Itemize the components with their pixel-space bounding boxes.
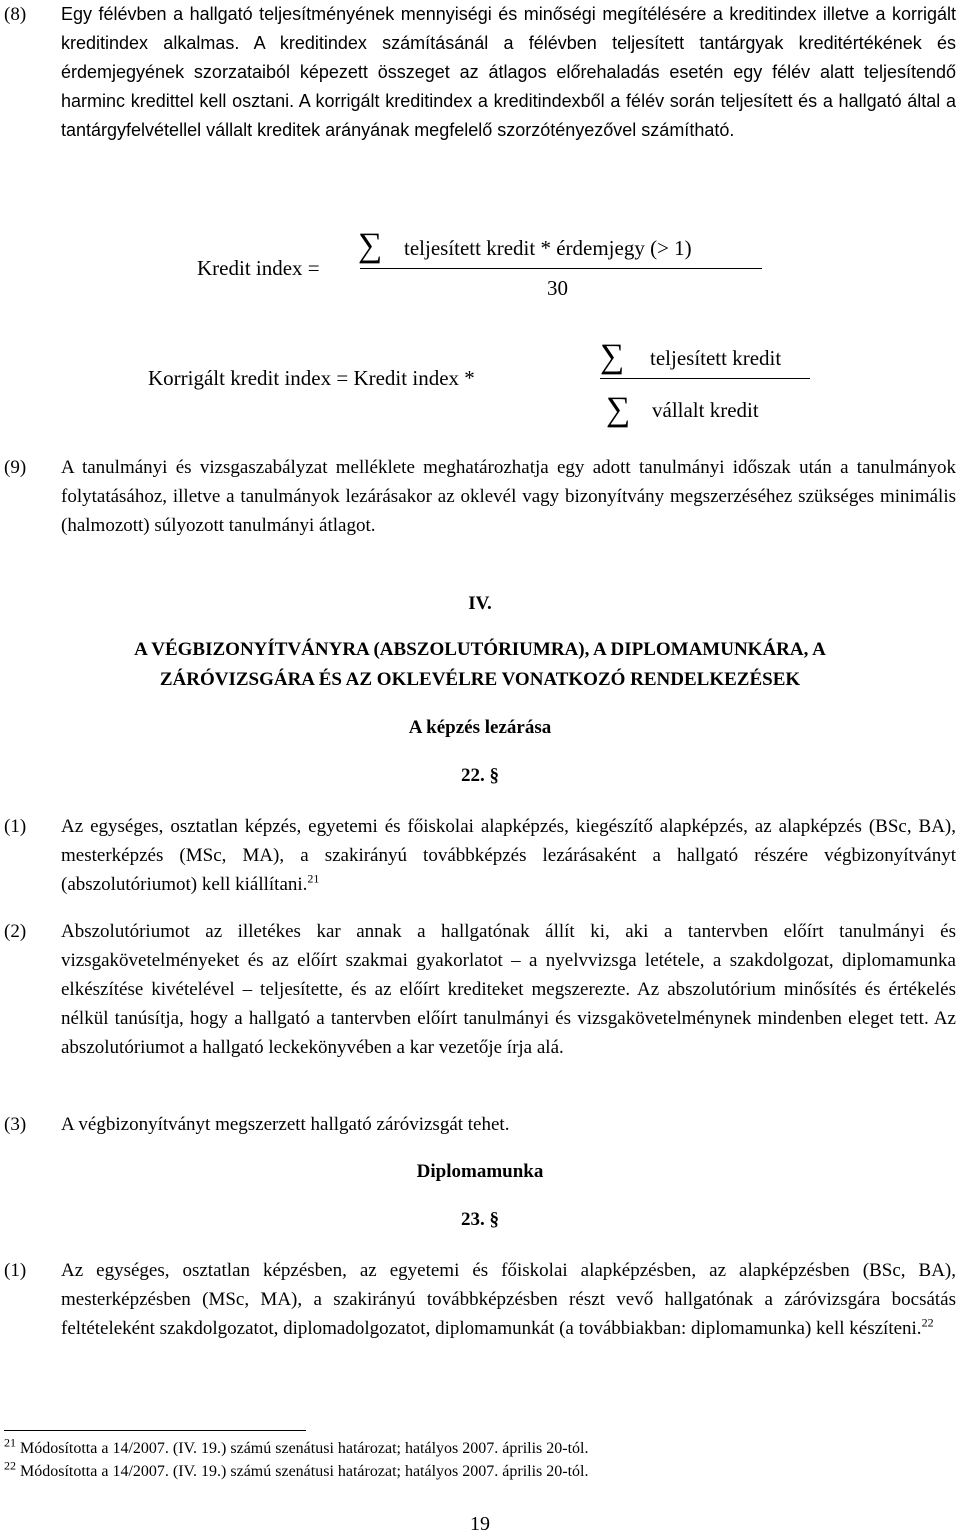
paragraph-22-1: [61, 812, 956, 899]
formula1-denominator: 30: [547, 276, 568, 300]
chapter-number: IV.: [468, 593, 492, 614]
footnote-ref-21: 21: [307, 871, 320, 886]
footnote-22-marker: 22: [4, 1458, 16, 1473]
page-number: 19: [470, 1513, 490, 1535]
section-23-number: 23. §: [461, 1209, 499, 1230]
paragraph-number-22-1: (1): [4, 816, 27, 837]
paragraph-9-text: A tanulmányi és vizsgaszabályzat melléklete meghatározhatja egy adott tanulmányi időszak után a tanulmányok folytatásához, illetve a tanulmányok lezárásakor az oklevél vagy bizonyítvány megszerzéséhez szükséges minimális (halmozott) súlyozott tanulmányi átlagot.: [61, 457, 956, 536]
paragraph-22-1-text: Az egységes, osztatlan képzés, egyetemi és főiskolai alapképzés, kiegészítő alapképzés, az alapképzés (BSc, BA), mesterképzés (MSc, MA), a szakirányú továbbképzés lezárásaként a hallgató részére végbizonyítványt (abszolutóriumot) kell kiállítani.: [61, 816, 956, 895]
paragraph-22-2-text: Abszolutóriumot az illetékes kar annak a hallgatónak állít ki, aki a tantervben előírt tanulmányi és vizsgakövetelményeket és az előírt szakmai gyakorlatot – a nyelvvizsga letétele, a szakdolgozat, diplomamunka elkészítése kivételével – teljesítette, és az előírt krediteket megszerezte. Az abszolutórium minősítés és értékelés nélkül tanúsítja, hogy a hallgató a tantervben előírt tanulmányi és vizsgakövetelménynek mindenben eleget tett. Az abszolutóriumot a hallgató leckekönyvében a kar vezetője írja alá.: [61, 921, 956, 1058]
section-22-heading: A képzés lezárása: [408, 717, 552, 738]
paragraph-number-9: (9): [4, 457, 27, 478]
formula2-denominator-sigma: ∑: [606, 391, 631, 428]
formula2-numerator-sigma: ∑: [600, 338, 625, 375]
formula2-fraction-bar: [600, 378, 810, 379]
section-23-heading: Diplomamunka: [416, 1161, 544, 1182]
formula2-numerator: teljesített kredit: [650, 346, 782, 370]
formula1-fraction-bar: [360, 268, 762, 269]
paragraph-number-22-3: (3): [4, 1114, 27, 1135]
formula1-numerator: teljesített kredit * érdemjegy (> 1): [404, 236, 692, 260]
footnote-ref-22: 22: [921, 1315, 934, 1330]
chapter-title-line-1: A VÉGBIZONYÍTVÁNYRA (ABSZOLUTÓRIUMRA), A DIPLOMAMUNKÁRA, A: [134, 639, 826, 660]
section-22-number: 22. §: [461, 765, 499, 786]
paragraph-23-1-text: Az egységes, osztatlan képzésben, az egyetemi és főiskolai alapképzésben, az alapképzésben (BSc, BA), mesterképzésben (MSc, MA), a szakirányú továbbképzésben részt vevő hallgatónak a záróvizsgára bocsátás feltételeként szakdolgozatot, diplomadolgozatot, diplomamunkát (a továbbiakban: diplomamunka) kell készíteni.: [61, 1260, 956, 1339]
footnote-22-text: Módosította a 14/2007. (IV. 19.) számú szenátusi határozat; hatályos 2007. április 20-tól.: [20, 1463, 589, 1480]
paragraph-22-3-text: A végbizonyítványt megszerzett hallgató záróvizsgát tehet.: [61, 1114, 510, 1135]
paragraph-number-22-2: (2): [4, 921, 27, 942]
paragraph-number-8: (8): [4, 4, 27, 25]
footnote-22: [4, 1458, 589, 1482]
formula1-sigma: ∑: [358, 227, 383, 264]
paragraph-8-text: Egy félévben a hallgató teljesítményének mennyiségi és minőségi megítélésére a kreditindex illetve a korrigált kreditindex alkalmas. A kreditindex számításánál a félévben teljesített tantárgyak kreditértékének és érdemjegyének szorzataiból képezett összeget az átlagos előrehaladás esetén egy félév alatt teljesítendő harminc kredittel kell osztani. A korrigált kreditindex a kreditindexből a félév során teljesített és a hallgató által a tantárgyfelvétellel vállalt kreditek arányának megfelelő szorzótényezővel számítható.: [61, 4, 956, 140]
chapter-title-line-2: ZÁRÓVIZSGÁRA ÉS AZ OKLEVÉLRE VONATKOZÓ RENDELKEZÉSEK: [159, 669, 801, 690]
footnote-21-marker: 21: [4, 1435, 16, 1450]
paragraph-number-23-1: (1): [4, 1260, 27, 1281]
formula1-lhs: Kredit index =: [197, 256, 320, 280]
formula2-denominator: vállalt kredit: [652, 398, 759, 422]
footnote-separator: [4, 1430, 306, 1431]
footnote-21: [4, 1435, 589, 1459]
formula2-lhs: Korrigált kredit index = Kredit index *: [148, 366, 475, 390]
footnote-21-text: Módosította a 14/2007. (IV. 19.) számú szenátusi határozat; hatályos 2007. április 20-tól.: [20, 1440, 589, 1457]
paragraph-23-1: [61, 1256, 956, 1343]
